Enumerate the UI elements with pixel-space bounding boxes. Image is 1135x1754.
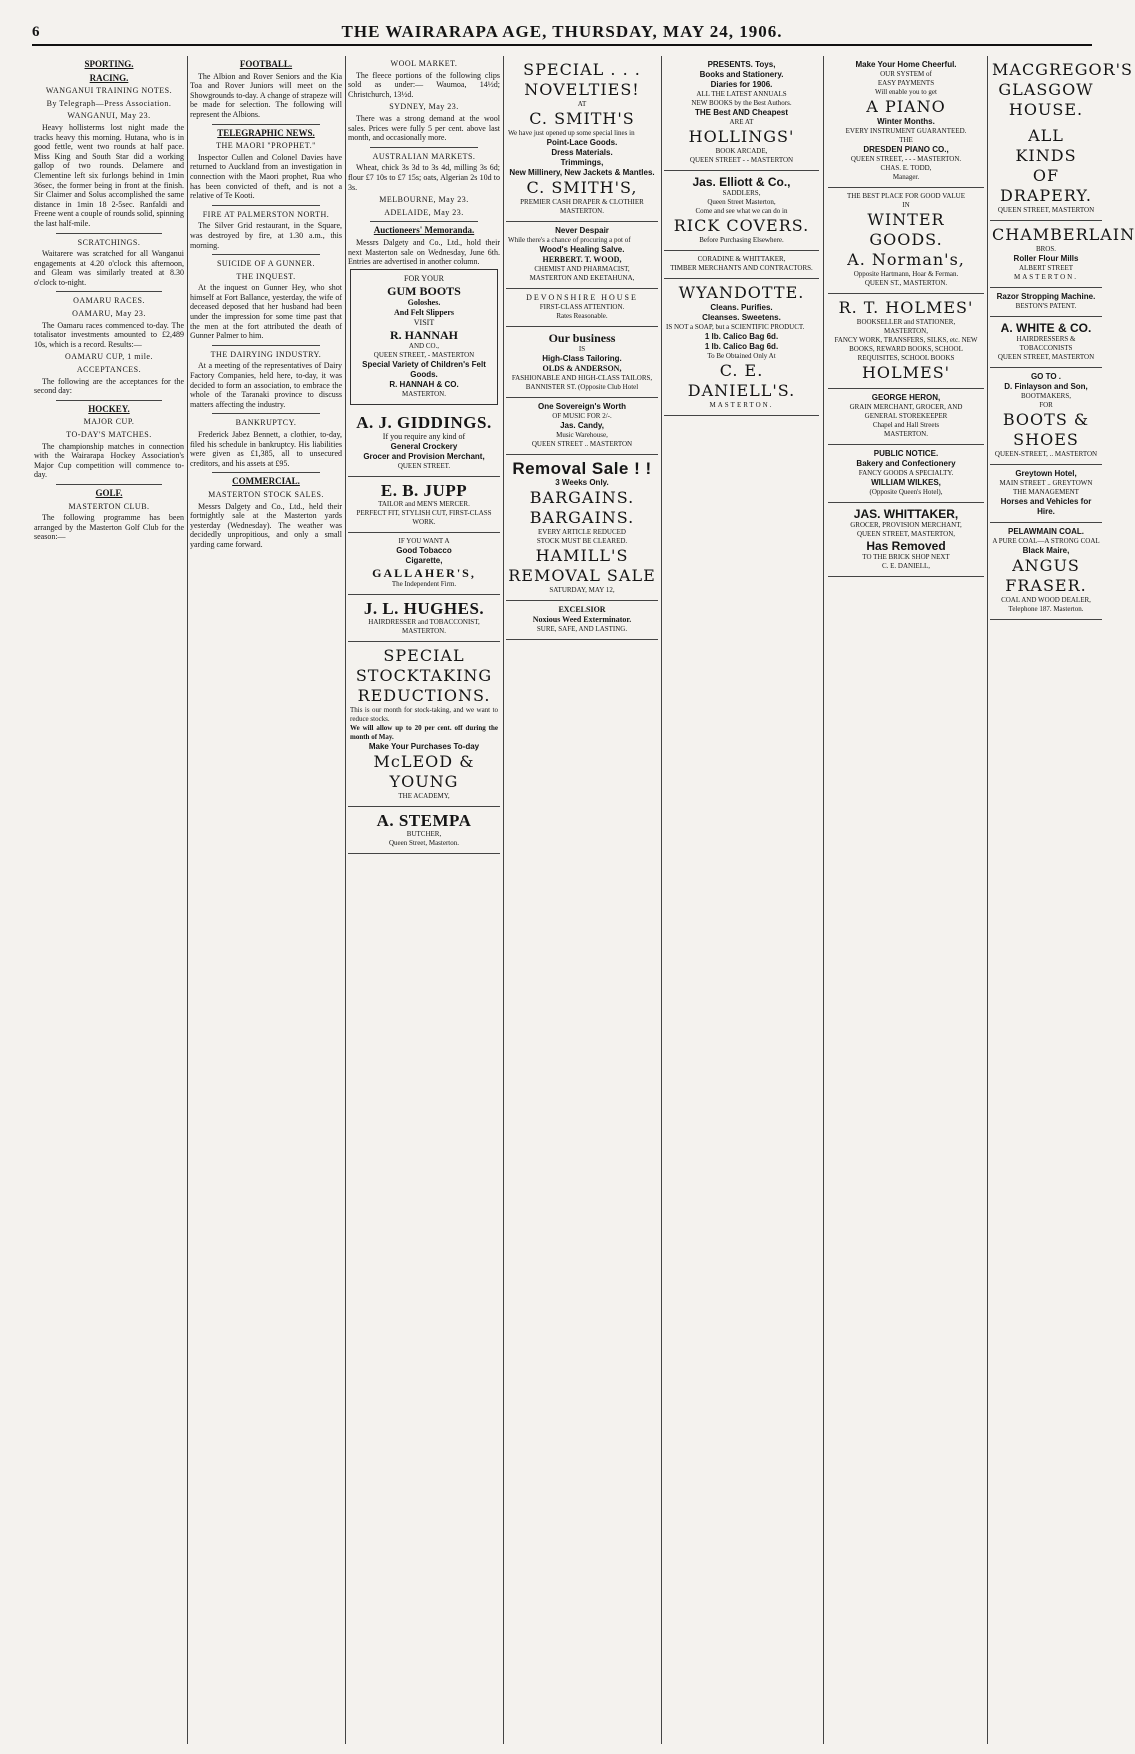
ad-line: AT: [577, 100, 587, 108]
ad-line: This is our month for stock-taking, and we want to reduce stocks.: [350, 705, 498, 723]
wyandotte-ad: [664, 279, 819, 416]
ad-line: Wood's Healing Salve.: [539, 245, 625, 254]
candy-music-ad: [506, 398, 658, 455]
ad-advertiser: C. SMITH'S: [529, 109, 635, 128]
ad-line: STOCK MUST BE CLEARED.: [536, 537, 628, 545]
ad-headline: SPECIAL: [383, 645, 465, 665]
ad-address: (Opposite Queen's Hotel),: [869, 488, 943, 496]
ad-line: We will allow up to 20 per cent. off during the month of May.: [350, 723, 498, 741]
ad-headline: NOVELTIES!: [524, 80, 640, 99]
ad-line: If you require any kind of: [382, 431, 466, 441]
ad-line: OF MUSIC FOR 2/-.: [552, 412, 612, 420]
fire-body: The Silver Grid restaurant, in the Square, was destroyed by fire, at 1.30 a.m., this morning.: [190, 221, 342, 250]
training-notes-title: WANGANUI TRAINING NOTES.: [45, 86, 173, 96]
ad-address: QUEEN-STREET, .. MASTERTON: [994, 450, 1098, 458]
stocktaking-ad: [348, 642, 500, 807]
ad-headline: REMOVAL SALE: [508, 566, 656, 585]
ad-advertiser: C. E. DANIELL'S.: [687, 361, 796, 400]
ad-line: Noxious Weed Exterminator.: [532, 615, 632, 624]
ad-address: Telephone 187. Masterton.: [1008, 605, 1084, 613]
ad-address: QUEEN STREET, - - - MASTERTON.: [850, 155, 962, 163]
scratchings-body: Waitarere was scratched for all Wanganui engagements at 4.20 o'clock this afternoon, and Gleam was similarly treated at 8.30 o'clock to-night.: [34, 249, 184, 287]
ad-headline: WINTER GOODS.: [867, 210, 945, 249]
ad-headline: Our business: [548, 331, 616, 345]
ad-address: MASTERTON.: [709, 401, 774, 409]
column-ads-3: [664, 56, 819, 1744]
woods-salve-ad: [506, 222, 658, 289]
fire-heading: FIRE AT PALMERSTON NORTH.: [202, 209, 330, 219]
inquest-heading: THE INQUEST.: [236, 271, 296, 281]
ad-line: Make Your Purchases To-day: [368, 741, 480, 751]
ad-line: Rates Reasonable.: [556, 312, 608, 320]
ad-line: High-Class Tailoring.: [542, 354, 622, 363]
golf-heading: GOLF.: [95, 487, 123, 498]
smiths-novelties-ad: [506, 56, 658, 222]
devonshire-house-ad: [506, 289, 658, 327]
ad-line: 1 lb. Calico Bag 6d.: [704, 342, 779, 351]
column-rule: [987, 56, 988, 1744]
wool-market-body: The fleece portions of the following clips sold as under:— Waumoa, 14½d; Christchurch, 13½d.: [348, 70, 500, 99]
ad-address: ALBERT STREET: [1018, 264, 1074, 272]
ad-line: GO TO .: [1030, 372, 1062, 381]
ad-advertiser: R. HANNAH & CO.: [389, 379, 459, 389]
ad-line: Horses and Vehicles for Hire.: [1000, 497, 1092, 516]
ad-advertiser: A. Norman's,: [847, 250, 965, 269]
column-sporting: [34, 56, 184, 1744]
ad-headline: A PIANO: [866, 97, 946, 116]
ad-line: Come and see what we can do in: [695, 207, 788, 215]
racing-heading: RACING.: [89, 72, 129, 83]
hollings-ad: [664, 56, 819, 171]
ad-address: QUEEN STREET.: [397, 461, 451, 470]
hamill-removal-ad: [506, 455, 658, 601]
ad-advertiser: GLASGOW: [998, 80, 1094, 99]
ad-line: Cleans. Purifies.: [710, 303, 773, 312]
sydney-dateline: SYDNEY, May 23.: [389, 102, 459, 112]
ad-address: MAIN STREET .. GREYTOWN: [999, 479, 1093, 487]
ad-advertiser: MACGREGOR'S: [992, 60, 1133, 79]
wilkes-public-notice-ad: [828, 445, 984, 503]
ad-line: FANCY GOODS A SPECIALTY.: [858, 469, 954, 477]
ad-headline: KINDS: [1015, 146, 1077, 165]
ad-headline: BARGAINS.: [529, 508, 635, 527]
tobacco-ad: [348, 533, 500, 595]
golf-body: The following programme has been arranged by the Masterton Golf Club for the season:—: [34, 513, 184, 542]
ad-line: Chapel and Hall Streets: [872, 421, 940, 429]
ad-line: PREMIER CASH DRAPER & CLOTHIER MASTERTON.: [520, 198, 644, 215]
ad-line: Books and Stationery.: [699, 70, 784, 79]
ad-line: TIMBER MERCHANTS AND CONTRACTORS.: [670, 264, 813, 272]
ad-line: HAIRDRESSERS & TOBACCONISTS: [1016, 335, 1076, 352]
ad-line: We have just opened up some special lines in: [508, 129, 635, 137]
oamaru-cup-heading: OAMARU CUP, 1 mile.: [65, 352, 153, 362]
ad-advertiser: CHAMBERLAIN: [992, 225, 1135, 244]
ad-address: QUEEN STREET - - MASTERTON: [689, 156, 794, 164]
ad-advertiser: OLDS & ANDERSON,: [542, 364, 622, 373]
ad-advertiser: A. WHITE & CO.: [1000, 321, 1092, 335]
ad-headline: DEVONSHIRE HOUSE: [526, 293, 638, 302]
ad-headline: Roller Flour Mills: [1013, 254, 1079, 263]
ad-advertiser: Greytown Hotel,: [1015, 469, 1077, 478]
maori-prophet-body: Inspector Cullen and Colonel Davies have returned to Auckland from an investigation in connection with the Maori prophet, Rua who has been convicted of theft, and is not a relative of Te Kooti.: [190, 152, 342, 201]
elliott-saddlers-ad: [664, 171, 819, 251]
hockey-heading: HOCKEY.: [88, 403, 130, 414]
gum-boots-ad: [350, 269, 498, 405]
ad-line: AND CO.,: [408, 341, 440, 350]
ad-headline: Has Removed: [866, 539, 946, 553]
ad-advertiser: D. Finlayson and Son,: [1004, 382, 1088, 391]
acceptances-heading: ACCEPTANCES.: [76, 365, 142, 375]
ad-headline: REDUCTIONS.: [357, 685, 491, 705]
auctioneers-body: Messrs Dalgety and Co., Ltd., hold their next Masterton sale on Wednesday, June 6th. Entries are advertised in another column.: [348, 237, 500, 267]
ad-line: PERFECT FIT, STYLISH CUT, FIRST-CLASS WORK.: [356, 508, 492, 526]
ad-line: Dress Materials.: [551, 148, 613, 157]
ad-address: Queen Street Masterton,: [707, 198, 776, 206]
ad-advertiser: ANGUS FRASER.: [1005, 556, 1087, 595]
whittaker-ad: [828, 503, 984, 577]
ad-line: TO THE BRICK SHOP NEXT: [862, 553, 950, 561]
ad-advertiser: HOLLINGS': [688, 127, 795, 146]
ad-headline: BARGAINS.: [529, 488, 635, 507]
finlayson-ad: [990, 368, 1102, 465]
heron-ad: [828, 389, 984, 445]
ad-advertiser: C. SMITH'S,: [526, 178, 638, 197]
ad-headline: WYANDOTTE.: [678, 283, 805, 302]
football-body: The Albion and Rover Seniors and the Kia Toa and Rover Juniors will meet on the Showgrounds to-day. A change of strapeze will be made for selection. The following will represent the Albions.: [190, 71, 342, 119]
ad-line: General Crockery: [390, 441, 458, 451]
ad-advertiser: GEORGE HERON,: [871, 393, 941, 402]
ad-line: ARE AT: [729, 118, 754, 126]
ad-headline: Removal Sale ! !: [512, 459, 652, 478]
suicide-heading: SUICIDE OF A GUNNER.: [216, 259, 315, 269]
column-news: [190, 56, 342, 1744]
australian-markets-heading: AUSTRALIAN MARKETS.: [372, 151, 476, 161]
ad-address: QUEEN STREET, MASTERTON: [997, 206, 1095, 214]
ad-address: MASTERTON.: [402, 626, 446, 635]
column-markets-ads: [348, 56, 500, 1744]
ad-line: Will enable you to get: [875, 88, 937, 96]
ad-line: Before Purchasing Elsewhere.: [699, 236, 784, 244]
todays-matches-heading: TO-DAY'S MATCHES.: [66, 430, 152, 439]
bankruptcy-heading: BANKRUPTCY.: [235, 418, 297, 428]
ad-advertiser: GALLAHER'S,: [372, 565, 476, 580]
ad-line: FASHIONABLE AND HIGH-CLASS TAILORS,: [511, 374, 653, 382]
ad-advertiser: HOUSE.: [1008, 100, 1084, 119]
ad-line: C. E. DANIELL,: [881, 562, 931, 570]
ad-address: MASTERTON.: [1014, 273, 1078, 281]
major-cup-heading: MAJOR CUP.: [83, 417, 135, 427]
ad-line: THE Best AND Cheapest: [694, 108, 789, 117]
ad-line: Black Maire,: [1022, 546, 1070, 555]
ad-line: BROS.: [1035, 245, 1057, 253]
coradine-whittaker-ad: [664, 251, 819, 279]
ad-line: 3 Weeks Only.: [555, 478, 609, 487]
ad-line: IF YOU WANT A: [398, 536, 450, 545]
column-rule: [503, 56, 504, 1744]
ad-address: QUEEN ST., MASTERTON.: [864, 279, 948, 287]
ad-line: EVERY ARTICLE REDUCED: [538, 528, 626, 536]
ad-line: The Independent Firm.: [391, 579, 457, 588]
ad-line: GENERAL STOREKEEPER: [864, 412, 948, 420]
golf-club-heading: MASTERTON CLUB.: [68, 501, 150, 511]
ad-address: QUEEN STREET, MASTERTON: [997, 353, 1095, 361]
auctioneers-heading: Auctioneers' Memoranda.: [373, 225, 475, 236]
stock-sales-body: Messrs Dalgety and Co., Ltd., held their fortnightly sale at the Masterton yards yesterday (Wednesday). The weather was decidedly unpropitious, and only a small yarding came forward.: [190, 501, 342, 549]
commercial-heading: COMMERCIAL.: [232, 476, 300, 487]
ad-line: FOR: [1039, 401, 1053, 409]
ad-address: QUEEN STREET .. MASTERTON: [531, 440, 633, 448]
greytown-hotel-ad: [990, 465, 1102, 523]
ad-advertiser: R. HANNAH: [390, 327, 458, 342]
ad-address: MASTERTON.: [884, 430, 928, 438]
wool-market-heading: WOOL MARKET.: [390, 59, 458, 68]
ad-line: VISIT: [413, 317, 435, 327]
hughes-ad: [348, 595, 500, 642]
ad-headline: DRAPERY.: [999, 186, 1092, 205]
ad-line: NEW BOOKS by the Best Authors.: [691, 99, 792, 107]
column-rule: [823, 56, 824, 1744]
inquest-body: At the inquest on Gunner Hey, who shot himself at Fort Ballance, yesterday, the wife of deceased deposed that her husband had been under the impression for some time past that the men at the fort attributed the death of Gunner Palmer to him.: [190, 283, 342, 341]
ad-line: TAILOR and MEN'S MERCER.: [378, 499, 470, 508]
macgregor-ad: [990, 56, 1133, 221]
ad-line: While there's a chance of procuring a pot of: [508, 236, 631, 244]
ad-line: Music Warehouse,: [556, 431, 608, 439]
ad-advertiser: A. STEMPA: [376, 810, 472, 830]
ad-line: Good Tobacco: [396, 545, 452, 555]
ad-line: SATURDAY, MAY 12,: [549, 586, 615, 594]
ad-advertiser: J. L. HUGHES.: [363, 598, 485, 618]
ad-address: THE ACADEMY,: [398, 791, 450, 800]
sporting-heading: SPORTING.: [84, 59, 134, 69]
ad-line: Diaries for 1906.: [710, 80, 773, 89]
ad-headline: RICK COVERS.: [673, 216, 810, 235]
olds-anderson-ad: [506, 327, 658, 398]
ad-line: Winter Months.: [877, 117, 935, 126]
dresden-piano-ad: [828, 56, 984, 188]
ad-line: IS NOT a SOAP, but a SCIENTIFIC PRODUCT.: [666, 323, 805, 331]
telegraphic-heading: TELEGRAPHIC NEWS.: [217, 127, 315, 138]
football-heading: FOOTBALL.: [239, 59, 293, 69]
ad-address: Queen Street, Masterton.: [389, 838, 459, 847]
ad-headline: Razor Stropping Machine.: [996, 292, 1096, 301]
ad-line: IS: [578, 345, 586, 353]
ad-line: FOR YOUR: [404, 273, 444, 283]
ad-advertiser: Jas. Candy,: [560, 421, 604, 430]
ad-headline: One Sovereign's Worth: [538, 402, 626, 411]
acceptances-body: The following are the acceptances for the second day:: [34, 376, 184, 396]
ad-headline: STOCKTAKING: [355, 665, 493, 685]
ad-advertiser: JAS. WHITTAKER,: [853, 507, 959, 521]
ad-line: ALL THE LATEST ANNUALS: [696, 90, 787, 98]
ad-headline: ALL: [1028, 126, 1064, 145]
ad-line: CHEMIST AND PHARMACIST,: [534, 265, 630, 273]
stempa-ad: [348, 807, 500, 854]
sydney-body: There was a strong demand at the wool sales. Prices were fully 5 per cent. above last month, and occasionally more.: [348, 113, 500, 143]
training-notes-body: Heavy hollisterms lost night made the tracks heavy this morning. Hutana, who is in good fettle, went two rounds at half pace. Miss King and South Star did a working gallop of two rounds. Delamere and Clementine left six furlongs behind in 1min 36sec, the former being in front at the finish. Sir Claimer and Solus accomplished the same distance in 1min 18 2-5sec. Ranfaldi and Freene went a couple of rounds solid, spinning the last half-mile.: [34, 122, 184, 228]
stock-sales-heading: MASTERTON STOCK SALES.: [208, 489, 324, 499]
ad-address: QUEEN STREET, MASTERTON,: [856, 530, 956, 538]
oamaru-dateline: OAMARU, May 23.: [72, 309, 146, 319]
column-ads-4: [828, 56, 984, 1744]
ad-line: BOOKSELLER and STATIONER,: [856, 318, 956, 326]
ad-advertiser: WILLIAM WILKES,: [871, 478, 941, 487]
ad-advertiser: McLEOD & YOUNG: [373, 751, 475, 791]
ad-headline: EXCELSIOR: [558, 605, 606, 614]
ad-address: MASTERTON.: [402, 389, 446, 398]
dairying-body: At a meeting of the representatives of Dairy Factory Companies, held here, to-day, it was decided to form an association, to embrace the whole of the Taranaki province to discuss matters affecting the industry.: [190, 361, 342, 409]
column-rule: [187, 56, 188, 1744]
white-co-ad: [990, 317, 1102, 368]
ad-line: 1 lb. Calico Bag 6d.: [704, 332, 779, 341]
norman-winter-goods-ad: [828, 188, 984, 294]
ad-advertiser: A. J. GIDDINGS.: [356, 412, 492, 432]
chamberlain-ad: [990, 221, 1135, 288]
ad-line: A PURE COAL—A STRONG COAL: [992, 537, 1100, 545]
ad-line: Grocer and Provision Merchant,: [363, 451, 485, 461]
melbourne-dateline: MELBOURNE, May 23.: [379, 195, 469, 205]
holmes-ad: [828, 294, 984, 389]
ad-line: Bakery and Confectionery: [856, 459, 956, 468]
ad-headline: PRESENTS. Toys,: [707, 60, 776, 69]
dairying-heading: THE DAIRYING INDUSTRY.: [210, 349, 322, 359]
ad-line: Manager.: [892, 173, 920, 181]
ad-advertiser: R. T. HOLMES': [838, 298, 974, 317]
giddings-ad: [348, 409, 500, 477]
ad-line: Goloshes.: [407, 297, 441, 307]
australian-markets-body: Wheat, chick 3s 3d to 3s 4d, milling 3s 6d; flour £7 10s to £7 15s; oats, Algerian 2s 10d to 3s.: [348, 163, 500, 192]
excelsior-ad: [506, 601, 658, 640]
maori-prophet-heading: THE MAORI "PROPHET.": [216, 141, 316, 151]
ad-address: QUEEN STREET, - MASTERTON: [373, 350, 475, 359]
ad-advertiser: HERBERT. T. WOOD,: [542, 255, 622, 264]
ad-headline: PUBLIC NOTICE.: [873, 449, 939, 458]
ad-line: Opposite Hartmann, Hoar & Ferman.: [853, 270, 959, 278]
ad-line: New Millinery, New Jackets & Mantles.: [509, 168, 655, 177]
ad-line: Cigarette,: [405, 555, 443, 565]
ad-line: THE BEST PLACE FOR GOOD VALUE: [846, 192, 966, 200]
ad-headline: PELAWMAIN COAL.: [1008, 527, 1084, 536]
column-rule: [661, 56, 662, 1744]
byline: By Telegraph—Press Association.: [46, 98, 172, 108]
ad-line: Cleanses. Sweetens.: [702, 313, 781, 322]
ad-line: FANCY WORK, TRANSFERS, SILKS, etc. NEW BOOKS, REWARD BOOKS, SCHOOL REQUISITES, SCHOOL BOOKS: [834, 336, 978, 362]
ad-headline: GUM BOOTS: [387, 283, 461, 298]
newspaper-title: THE WAIRARAPA AGE, THURSDAY, MAY 24, 1906.: [341, 22, 783, 41]
oamaru-body: The Oamaru races commenced to-day. The totalisator investments amounted to £2,489 10s, which is a record. Results:—: [34, 320, 184, 349]
ad-advertiser: Jas. Elliott & Co.,: [692, 175, 791, 189]
razor-strop-ad: [990, 288, 1102, 317]
ad-headline: Make Your Home Cheerful.: [855, 60, 957, 69]
ad-headline: OF: [1032, 166, 1060, 185]
adelaide-dateline: ADELAIDE, May 23.: [384, 207, 464, 217]
ad-line: HAIRDRESSER and TOBACCONIST,: [368, 617, 480, 626]
ad-line: EVERY INSTRUMENT GUARANTEED.: [845, 127, 967, 135]
ad-advertiser: DRESDEN PIANO CO.,: [863, 145, 949, 154]
ad-address: MASTERTON AND EKETAHUNA,: [529, 274, 635, 282]
ad-line: SURE, SAFE, AND LASTING.: [536, 625, 628, 633]
column-ads-2: [506, 56, 658, 1744]
column-rule: [345, 56, 346, 1744]
ad-line: IN: [902, 201, 910, 209]
oamaru-heading: OAMARU RACES.: [73, 296, 145, 306]
scratchings-heading: SCRATCHINGS.: [77, 237, 141, 247]
ad-line: BOOTMAKERS,: [1021, 392, 1071, 400]
ad-line: BOOK ARCADE,: [715, 147, 768, 155]
masthead: [32, 22, 1092, 46]
ad-line: To Be Obtained Only At: [707, 352, 776, 360]
column-ads-5: [990, 56, 1135, 1744]
ad-advertiser: E. B. JUPP: [380, 480, 468, 500]
ad-address: MASTERTON,: [884, 327, 928, 335]
ad-line: CHAS. E. TODD,: [880, 164, 932, 172]
ad-advertiser: HOLMES': [861, 363, 951, 382]
ad-line: Trimmings,: [560, 158, 604, 167]
ad-line: BESTON'S PATENT.: [1015, 302, 1077, 310]
ad-line: OUR SYSTEM of: [880, 70, 932, 78]
ad-headline: BOOTS & SHOES: [1002, 410, 1090, 449]
jupp-ad: [348, 477, 500, 533]
ad-line: Special Variety of Children's Felt Goods.: [362, 359, 486, 379]
dateline: WANGANUI, May 23.: [67, 111, 151, 121]
ad-line: BUTCHER,: [406, 829, 442, 838]
ad-advertiser: HAMILL'S: [535, 546, 629, 565]
fraser-coal-ad: [990, 523, 1102, 620]
ad-line: Point-Lace Goods.: [546, 138, 618, 147]
ad-line: GROCER, PROVISION MERCHANT,: [850, 521, 962, 529]
ad-headline: Never Despair: [555, 226, 609, 235]
ad-line: FIRST-CLASS ATTENTION.: [539, 303, 625, 311]
ad-line: GRAIN MERCHANT, GROCER, AND: [849, 403, 963, 411]
ad-line: And Felt Slippers: [393, 307, 454, 317]
page-number: 6: [32, 24, 40, 40]
ad-headline: SPECIAL . . .: [523, 60, 641, 79]
ad-line: THE: [899, 136, 913, 144]
ad-line: SADDLERS,: [722, 189, 761, 197]
ad-line: THE MANAGEMENT: [1013, 488, 1079, 496]
bankruptcy-body: Frederick Jabez Bennett, a clothier, to-day, filed his schedule in bankruptcy. His liabilities were given as £1,385, all to unsecured creditors, and his assets at £95.: [190, 430, 342, 468]
ad-line: EASY PAYMENTS: [877, 79, 935, 87]
ad-advertiser: CORADINE & WHITTAKER,: [697, 255, 786, 263]
ad-address: BANNISTER ST. (Opposite Club Hotel: [525, 383, 639, 391]
ad-line: COAL AND WOOD DEALER,: [1001, 596, 1091, 604]
hockey-body: The championship matches in connection with the Wairarapa Hockey Association's Major Cup competition will commence to-day.: [34, 441, 184, 480]
